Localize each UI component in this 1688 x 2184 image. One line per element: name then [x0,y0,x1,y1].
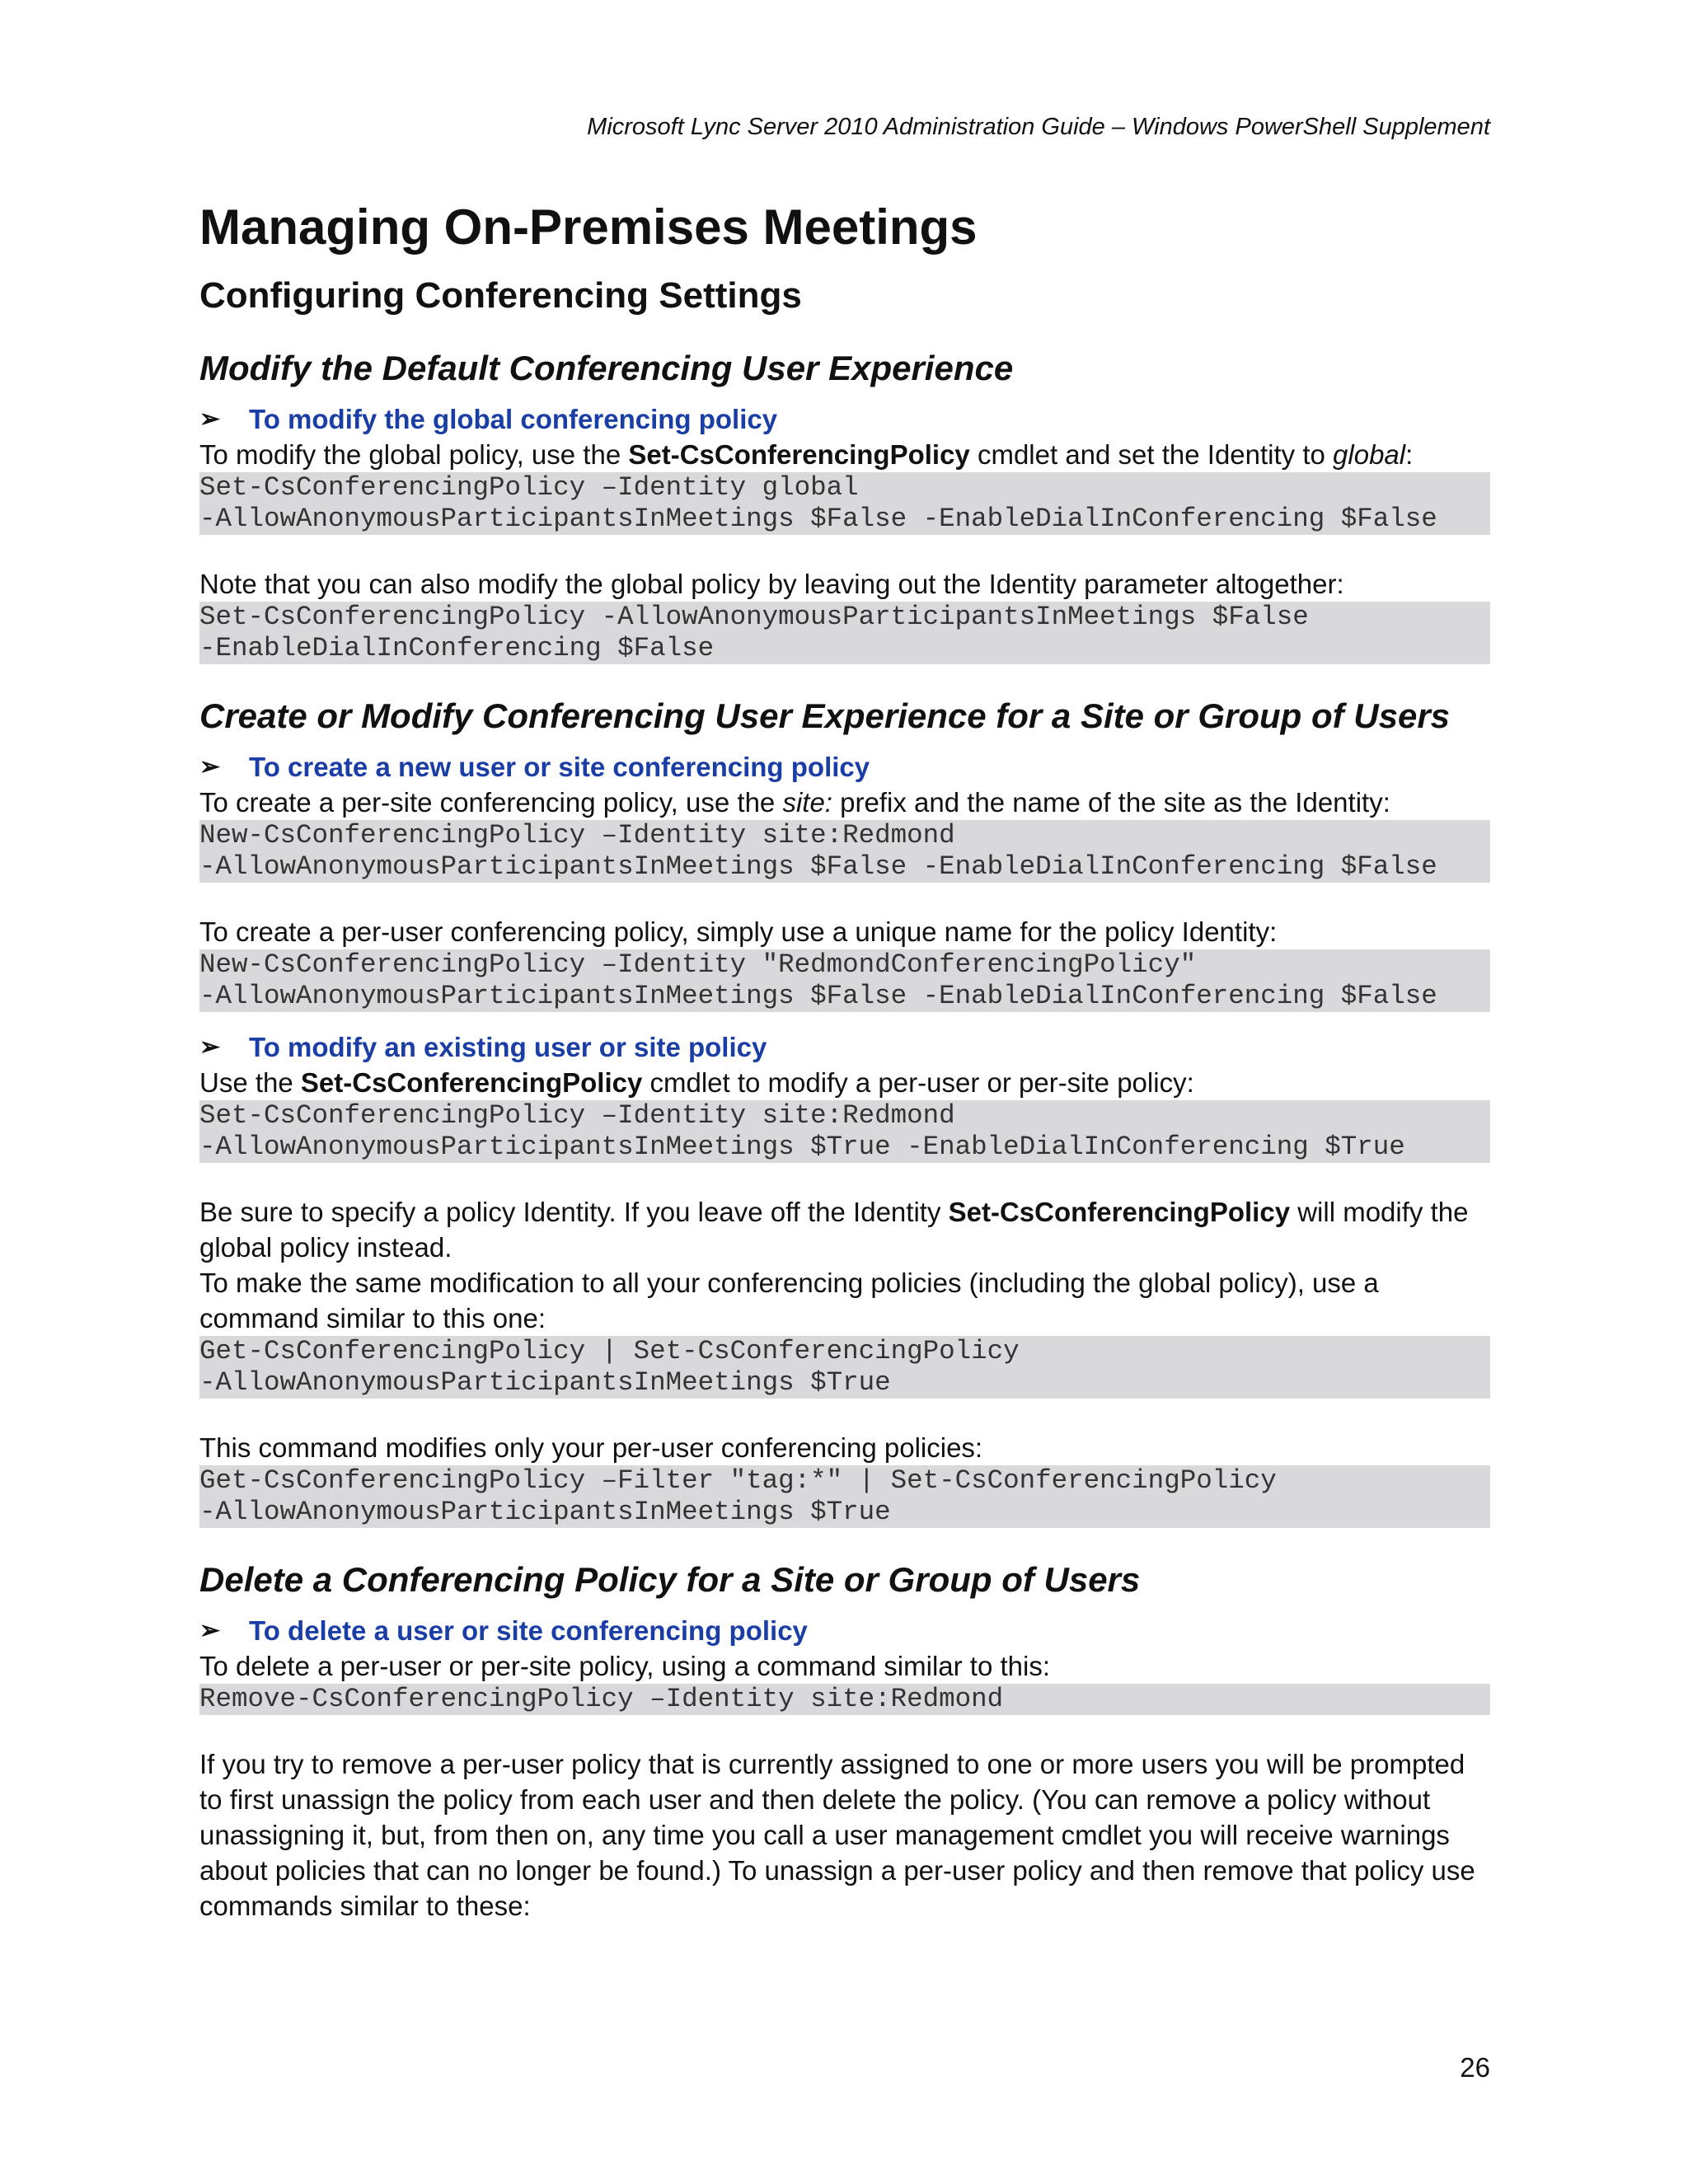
arrow-bullet-icon: ➢ [199,753,221,780]
paragraph: Note that you can also modify the global policy by leaving out the Identity parameter altogether: [199,569,1344,599]
code-block: Get-CsConferencingPolicy –Filter "tag:*" | Set-CsConferencingPolicy -AllowAnonymousParticipantsInMeetings $True [199,1465,1490,1528]
subsection-title-create-modify: Create or Modify Conferencing User Experience for a Site or Group of Users [199,696,1451,735]
page-content [199,198,1490,1924]
code-block: Get-CsConferencingPolicy | Set-CsConferencingPolicy -AllowAnonymousParticipantsInMeetings $True [199,1336,1490,1399]
paragraph: If you try to remove a per-user policy that is currently assigned to one or more users you will be prompted to first unassign the policy from each user and then delete the policy. (You can remove a policy without unassigning it, but, from then on, any time you call a user management cmdlet you will receive warnings about policies that can no longer be found.) To unassign a per-user policy and then remove that policy use commands similar to these: [199,1749,1475,1921]
paragraph [199,437,1490,472]
section-title: Configuring Conferencing Settings [199,275,802,316]
text-run: Be sure to specify a policy Identity. If you leave off the Identity [199,1197,949,1227]
cmdlet-name: Set-CsConferencingPolicy [628,439,970,470]
procedure-title: To create a new user or site conferencing policy [249,752,870,782]
code-block: Set-CsConferencingPolicy –Identity global -AllowAnonymousParticipantsInMeetings $False -EnableDialInConferencing $False [199,472,1490,535]
paragraph: To make the same modification to all your conferencing policies (including the global policy), use a command similar to this one: [199,1268,1379,1333]
arrow-bullet-icon: ➢ [199,405,221,433]
paragraph: To delete a per-user or per-site policy, using a command similar to this: [199,1651,1050,1681]
text-run: cmdlet to modify a per-user or per-site policy: [642,1067,1194,1098]
text-run: prefix and the name of the site as the Identity: [832,787,1390,818]
text-run: : [1405,439,1414,470]
text-run: To modify the global policy, use the [199,439,629,470]
paragraph: To create a per-user conferencing policy, simply use a unique name for the policy Identity: [199,916,1278,947]
emphasis-text: global [1333,439,1406,470]
procedure-heading [199,1030,1490,1065]
text-run: will modify the global policy instead. [199,1197,1469,1263]
cmdlet-name: Set-CsConferencingPolicy [300,1067,643,1098]
code-block: Set-CsConferencingPolicy -AllowAnonymousParticipantsInMeetings $False -EnableDialInConferencing $False [199,602,1490,664]
arrow-bullet-icon: ➢ [199,1033,221,1061]
code-block: New-CsConferencingPolicy –Identity site:Redmond -AllowAnonymousParticipantsInMeetings $False -EnableDialInConferencing $False [199,820,1490,883]
emphasis-text: site: [782,787,832,818]
running-header: Microsoft Lync Server 2010 Administration Guide – Windows PowerShell Supplement [587,114,1490,140]
paragraph [199,1194,1490,1265]
code-block: Set-CsConferencingPolicy –Identity site:Redmond -AllowAnonymousParticipantsInMeetings $True -EnableDialInConferencing $True [199,1100,1490,1163]
paragraph [199,1065,1490,1100]
procedure-heading [199,402,1490,437]
text-run: To create a per-site conferencing policy, use the [199,787,783,818]
code-block: New-CsConferencingPolicy –Identity "RedmondConferencingPolicy" -AllowAnonymousParticipantsInMeetings $False -EnableDialInConferencing $False [199,949,1490,1012]
procedure-heading [199,750,1490,785]
paragraph [199,785,1490,820]
procedure-title: To modify the global conferencing policy [249,404,778,434]
procedure-heading [199,1614,1490,1648]
arrow-bullet-icon: ➢ [199,1617,221,1644]
chapter-title: Managing On-Premises Meetings [199,199,978,255]
subsection-title-delete: Delete a Conferencing Policy for a Site or Group of Users [199,1560,1141,1599]
text-run: Use the [199,1067,301,1098]
subsection-title-modify-default: Modify the Default Conferencing User Experience [199,349,1014,387]
procedure-title: To delete a user or site conferencing policy [249,1615,808,1646]
cmdlet-name: Set-CsConferencingPolicy [948,1197,1291,1227]
text-run: cmdlet and set the Identity to [969,439,1334,470]
procedure-title: To modify an existing user or site policy [249,1032,767,1062]
paragraph: This command modifies only your per-user conferencing policies: [199,1432,983,1463]
code-block: Remove-CsConferencingPolicy –Identity site:Redmond [199,1684,1490,1715]
page-number: 26 [1460,2052,1490,2083]
